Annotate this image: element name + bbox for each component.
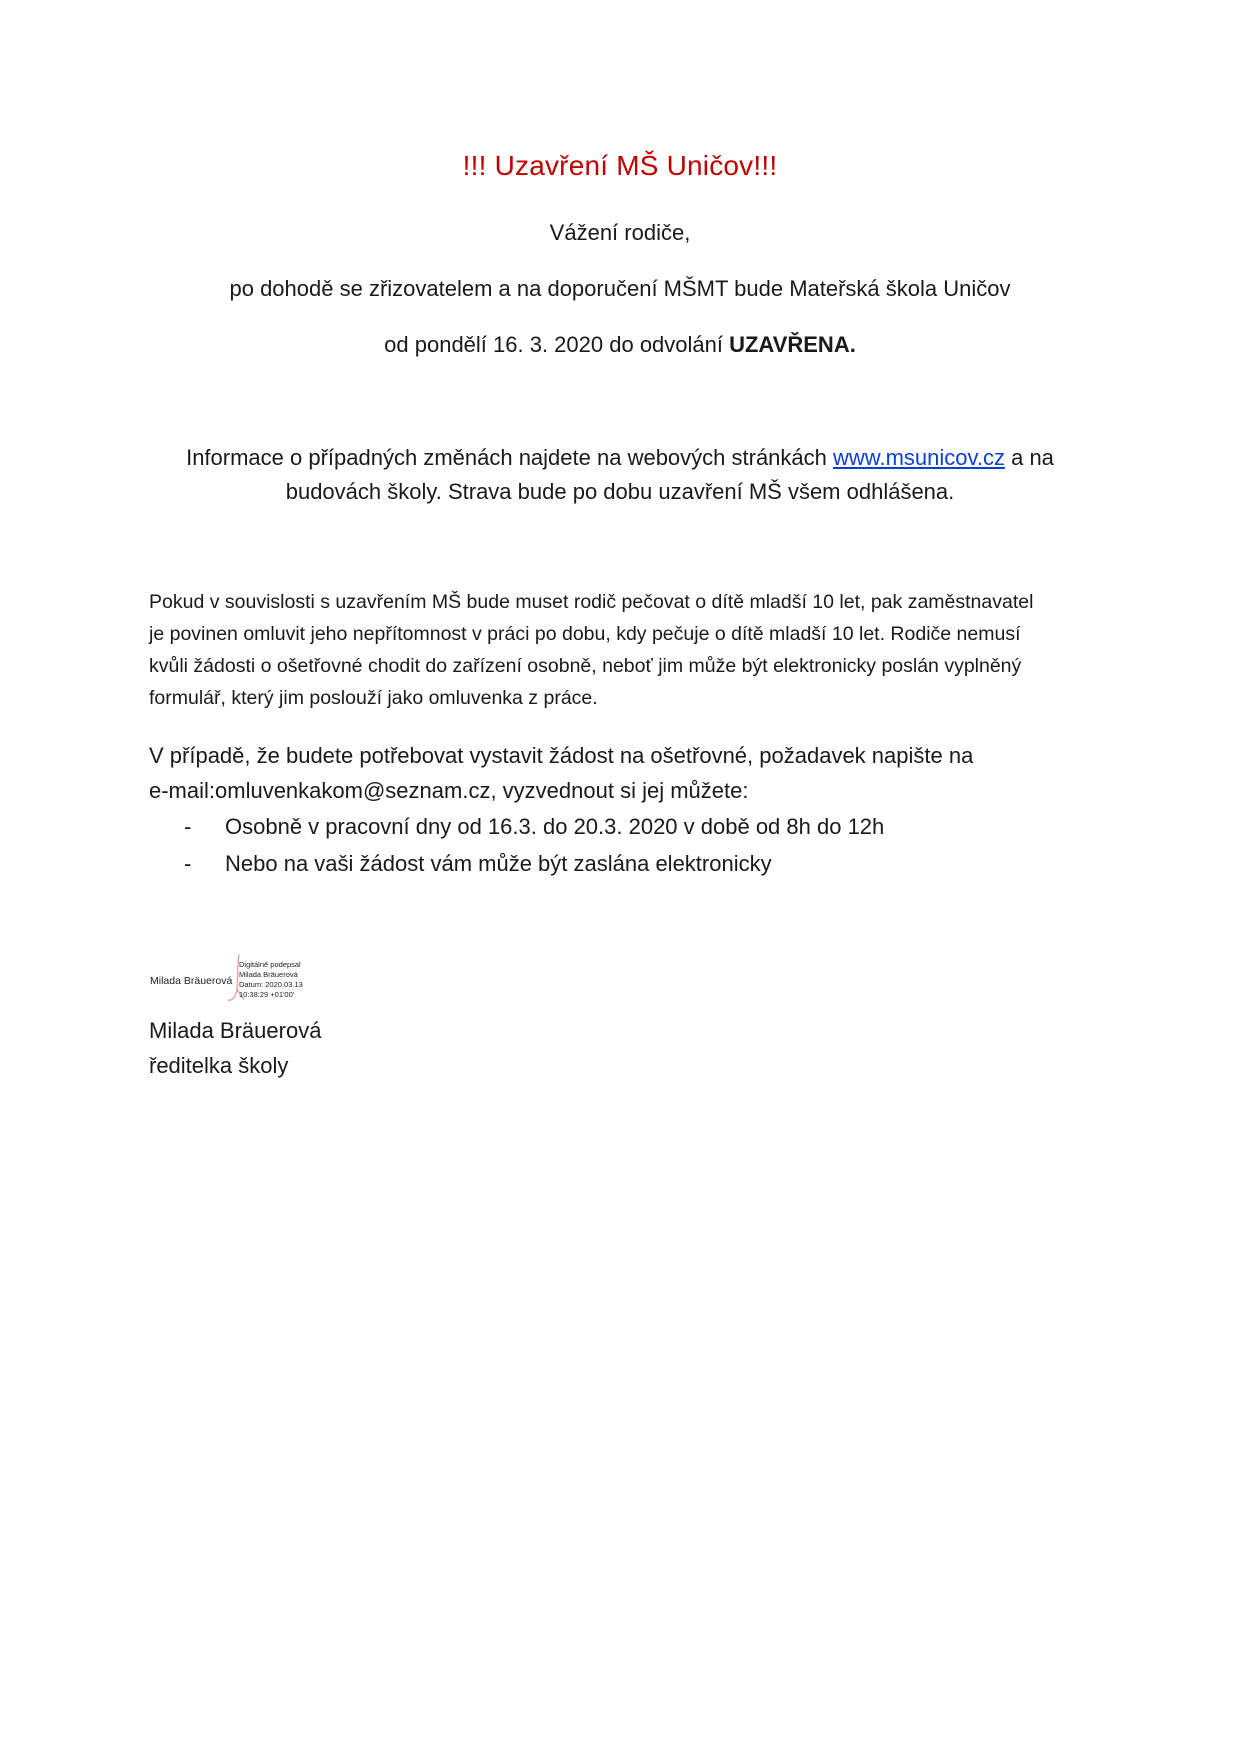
request-paragraph — [149, 738, 1109, 808]
signature-detail-line: Milada Bräuerová — [239, 970, 298, 979]
info-line-2: budovách školy. Strava bude po dobu uzavření MŠ všem odhlášena. — [285, 479, 955, 504]
website-link[interactable]: www.msunicov.cz — [833, 445, 1005, 470]
signer-role: ředitelka školy — [149, 1053, 289, 1078]
signer-block — [149, 1013, 321, 1083]
list-item-text: Osobně v pracovní dny od 16.3. do 20.3. 2020 v době od 8h do 12h — [225, 814, 885, 839]
dash-bullet: - — [184, 851, 192, 876]
announcement-line-1: po dohodě se zřizovatelem a na doporučení MŠMT bude Mateřská škola Uničov — [229, 276, 1011, 301]
list-item — [149, 808, 1109, 845]
care-line: Pokud v souvislosti s uzavřením MŠ bude muset rodič pečovat o dítě mladší 10 let, pak zaměstnavatel — [149, 591, 1034, 613]
announcement-line-2 — [0, 332, 1240, 358]
care-line: je povinen omluvit jeho nepřítomnost v práci po dobu, kdy pečuje o dítě mladší 10 let. Rodiče nemusí — [149, 623, 1021, 645]
signature-detail-line: Digitálně podepsal — [239, 960, 301, 969]
signature-detail-line: 10:38:29 +01'00' — [239, 990, 295, 999]
page-title: !!! Uzavření MŠ Uničov!!! — [462, 150, 778, 181]
care-line: formulář, který jim poslouží jako omluvenka z práce. — [149, 687, 598, 709]
signature-name: Milada Bräuerová — [150, 975, 233, 987]
signature-details — [239, 960, 303, 1000]
list-item — [149, 845, 1109, 882]
info-text-1: Informace o případných změnách najdete na webových stránkách — [186, 445, 834, 470]
closed-emphasis: UZAVŘENA. — [729, 332, 856, 357]
signer-name: Milada Bräuerová — [149, 1018, 322, 1043]
list-item-text: Nebo na vaši žádost vám může být zaslána elektronicky — [225, 851, 772, 876]
pickup-options-list — [149, 808, 1109, 882]
announcement-date-text: od pondělí 16. 3. 2020 do odvolání — [384, 332, 730, 357]
info-text-2: a na — [1004, 445, 1054, 470]
care-line: kvůli žádosti o ošetřovné chodit do zařízení osobně, neboť jim může být elektronicky poslán vyplněný — [149, 655, 1022, 677]
request-line-1: V případě, že budete potřebovat vystavit žádost na ošetřovné, požadavek napište na — [149, 743, 974, 768]
care-paragraph — [149, 586, 1109, 714]
dash-bullet: - — [184, 814, 192, 839]
signature-detail-line: Datum: 2020.03.13 — [239, 980, 303, 989]
info-paragraph — [0, 441, 1240, 509]
info-line-1 — [0, 441, 1240, 475]
digital-signature — [149, 953, 349, 1013]
request-line-2: e-mail:omluvenkakom@seznam.cz, vyzvednout si jej můžete: — [149, 778, 749, 803]
greeting: Vážení rodiče, — [549, 220, 691, 245]
